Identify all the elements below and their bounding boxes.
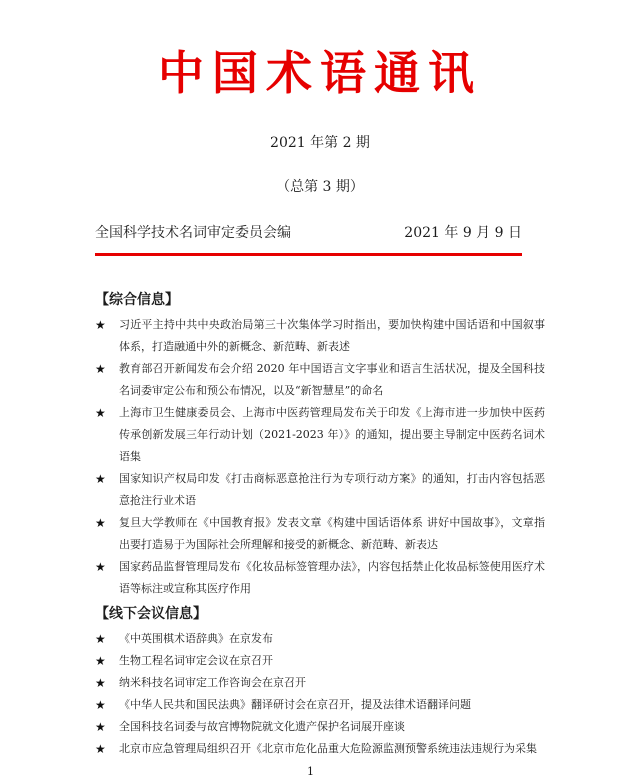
list-item (95, 358, 545, 402)
section-heading-offline-meetings: 【线下会议信息】 (95, 606, 207, 622)
list-item-text: 国家知识产权局印发《打击商标恶意抢注行为专项行动方案》的通知，打击内容包括恶意抢注行业术语 (119, 472, 545, 507)
list-item-text: 复旦大学教师在《中国教育报》发表文章《构建中国话语体系 讲好中国故事》，文章指出要打造易于为国际社会所理解和接受的新概念、新范畴、新表达 (119, 516, 545, 551)
star-bullet-icon: ★ (95, 362, 106, 376)
list-item (95, 468, 545, 512)
list-item-text: 生物工程名词审定会议在京召开 (119, 654, 273, 667)
list-item (95, 694, 545, 716)
list-item-text: 教育部召开新闻发布会介绍 2020 年中国语言文字事业和语言生活状况，提及全国科技名词委审定公布和预公布情况，以及“新智慧星”的命名 (119, 362, 545, 397)
list-item (95, 512, 545, 556)
list-item-text: 《中华人民共和国民法典》翻译研讨会在京召开，提及法律术语翻译问题 (119, 698, 471, 711)
star-bullet-icon: ★ (95, 720, 106, 734)
list-item (95, 716, 545, 738)
list-item (95, 672, 545, 694)
section-general-info-list (95, 314, 545, 600)
star-bullet-icon: ★ (95, 742, 106, 756)
star-bullet-icon: ★ (95, 406, 106, 420)
list-item-text: 国家药品监督管理局发布《化妆品标签管理办法》，内容包括禁止化妆品标签使用医疗术语等标注或宣称其医疗作用 (119, 560, 545, 595)
issue-date: 2021 年 9 月 9 日 (404, 225, 522, 241)
star-bullet-icon: ★ (95, 676, 106, 690)
volume-line: （总第 3 期） (276, 179, 364, 195)
list-item-text: 习近平主持中共中央政治局第三十次集体学习时指出，要加快构建中国话语和中国叙事体系，打造融通中外的新概念、新范畴、新表述 (119, 318, 545, 353)
list-item (95, 556, 545, 600)
list-item-text: 纳米科技名词审定工作咨询会在京召开 (119, 676, 306, 689)
list-item-text: 《中英围棋术语辞典》在京发布 (119, 632, 273, 645)
star-bullet-icon: ★ (95, 516, 106, 530)
list-item (95, 650, 545, 672)
masthead-title: 中国术语通讯 (158, 46, 482, 100)
star-bullet-icon: ★ (95, 560, 106, 574)
star-bullet-icon: ★ (95, 654, 106, 668)
star-bullet-icon: ★ (95, 698, 106, 712)
star-bullet-icon: ★ (95, 318, 106, 332)
list-item-text: 全国科技名词委与故宫博物院就文化遗产保护名词展开座谈 (119, 720, 405, 733)
page-number: 1 (307, 765, 314, 778)
star-bullet-icon: ★ (95, 632, 106, 646)
section-heading-general-info: 【综合信息】 (95, 292, 179, 308)
list-item (95, 314, 545, 358)
issue-line: 2021 年第 2 期 (270, 135, 370, 151)
star-bullet-icon: ★ (95, 472, 106, 486)
list-item (95, 628, 545, 650)
section-offline-meetings-list (95, 628, 545, 760)
credit-row (95, 222, 522, 256)
list-item (95, 738, 545, 760)
editor-credit: 全国科学技术名词审定委员会编 (95, 225, 291, 241)
list-item-text: 上海市卫生健康委员会、上海市中医药管理局发布关于印发《上海市进一步加快中医药传承创新发展三年行动计划（2021-2023 年）》的通知，提出要主导制定中医药名词术语集 (119, 406, 545, 463)
list-item (95, 402, 545, 468)
list-item-text: 北京市应急管理局组织召开《北京市危化品重大危险源监测预警系统违法违规行为采集 (119, 742, 537, 755)
